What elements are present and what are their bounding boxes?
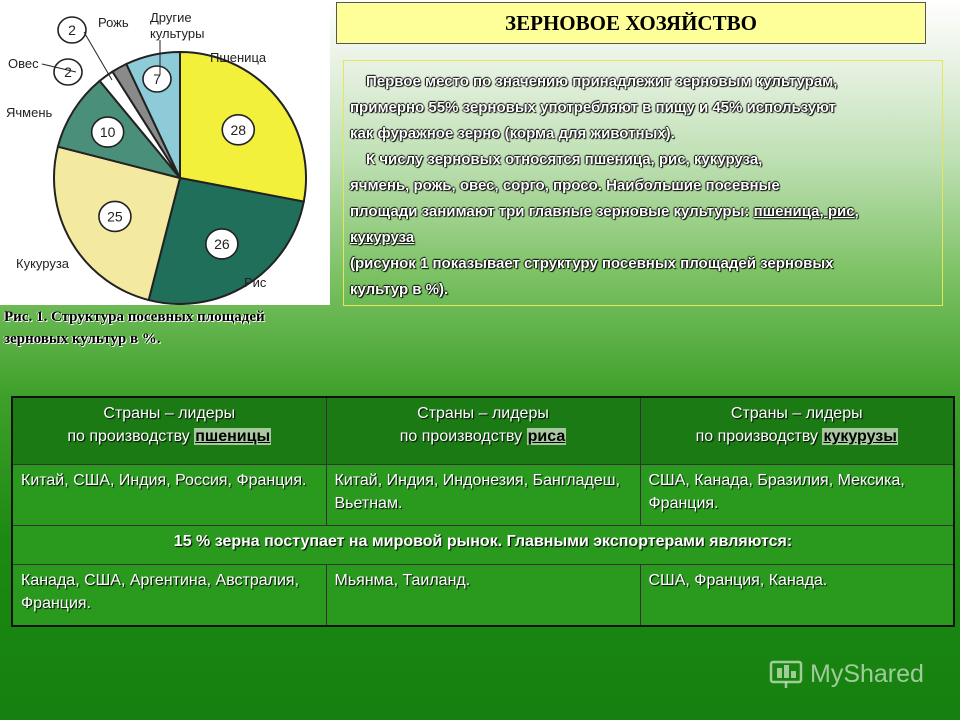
data-label-barley: 10 xyxy=(99,124,116,141)
export-note: 15 % зерна поступает на мировой рынок. Главными экспортерами являются: xyxy=(12,526,954,565)
page-title: ЗЕРНОВОЕ ХОЗЯЙСТВО xyxy=(505,10,757,35)
text-line-4: К числу зерновых относятся пшеница, рис, кукуруза, xyxy=(366,151,763,168)
exporters-wheat: Канада, США, Аргентина, Австралия, Франция. xyxy=(12,565,326,627)
header-crop-rice: риса xyxy=(527,428,566,445)
text-line-8: (рисунок 1 показывает структуру посевных площадей зерновых xyxy=(350,255,834,272)
header-line2-prefix: по производству xyxy=(399,428,527,445)
producers-corn: США, Канада, Бразилия, Мексика, Франция. xyxy=(640,465,954,526)
table-row-producers xyxy=(12,465,954,526)
text-line-9: культур в %). xyxy=(350,281,449,298)
leaders-table xyxy=(11,396,955,627)
label-barley: Ячмень xyxy=(6,105,53,120)
header-corn xyxy=(640,397,954,465)
figure-caption xyxy=(4,306,334,350)
text-line-2: примерно 55% зерновых употребляют в пищу и 45% используют xyxy=(350,99,836,116)
text-line-1: Первое место по значению принадлежит зерновым культурам, xyxy=(366,73,838,90)
header-crop-wheat: пшеницы xyxy=(195,428,271,445)
text-line-6b: пшеница, рис, xyxy=(753,203,859,220)
pie-chart xyxy=(0,0,330,305)
text-line-7: кукуруза xyxy=(350,229,415,246)
title-box xyxy=(336,2,926,44)
figure-caption-line2: зерновых культур в %. xyxy=(4,331,161,347)
producers-wheat: Китай, США, Индия, Россия, Франция. xyxy=(12,465,326,526)
exporters-corn: США, Франция, Канада. xyxy=(640,565,954,627)
header-line2-prefix: по производству xyxy=(67,428,195,445)
header-line1: Страны – лидеры xyxy=(417,405,549,422)
exporters-rice: Мьянма, Таиланд. xyxy=(326,565,640,627)
data-label-rice: 26 xyxy=(214,235,230,252)
watermark-text: MyShared xyxy=(810,659,924,688)
data-label-wheat: 28 xyxy=(230,121,247,138)
header-crop-corn: кукурузы xyxy=(823,428,897,445)
label-other-1: Другие xyxy=(150,10,192,25)
data-label-rye: 2 xyxy=(68,22,76,38)
label-rice: Рис xyxy=(244,275,267,290)
pie-chart-panel xyxy=(0,0,330,305)
figure-caption-line1: Рис. 1. Структура посевных площадей xyxy=(4,309,265,325)
header-line1: Страны – лидеры xyxy=(730,405,863,422)
header-rice xyxy=(326,397,640,465)
header-line1: Страны – лидеры xyxy=(103,405,236,422)
label-oats: Овес xyxy=(8,56,39,71)
slideshow-icon xyxy=(768,659,804,689)
text-line-5: ячмень, рожь, овес, сорго, просо. Наибольшие посевные xyxy=(350,177,780,194)
text-line-6a: площади занимают три главные зерновые культуры: xyxy=(350,203,754,220)
data-label-other: 7 xyxy=(153,71,161,87)
header-line2-prefix: по производству xyxy=(695,428,823,445)
label-wheat: Пшеница xyxy=(210,50,267,65)
table-header-row xyxy=(12,397,954,465)
label-corn: Кукуруза xyxy=(16,256,70,271)
info-text-box xyxy=(343,60,943,306)
data-label-corn: 25 xyxy=(107,208,123,225)
table-row-exporters xyxy=(12,565,954,627)
label-other-2: культуры xyxy=(150,26,205,41)
table-row-note xyxy=(12,526,954,565)
text-line-3: как фуражное зерно (корма для животных). xyxy=(350,125,675,142)
producers-rice: Китай, Индия, Индонезия, Бангладеш, Вьетнам. xyxy=(326,465,640,526)
text-line-6 xyxy=(350,199,932,225)
header-wheat xyxy=(12,397,326,465)
watermark xyxy=(768,654,948,694)
label-rye: Рожь xyxy=(98,15,129,30)
data-label-oats: 2 xyxy=(64,64,72,80)
